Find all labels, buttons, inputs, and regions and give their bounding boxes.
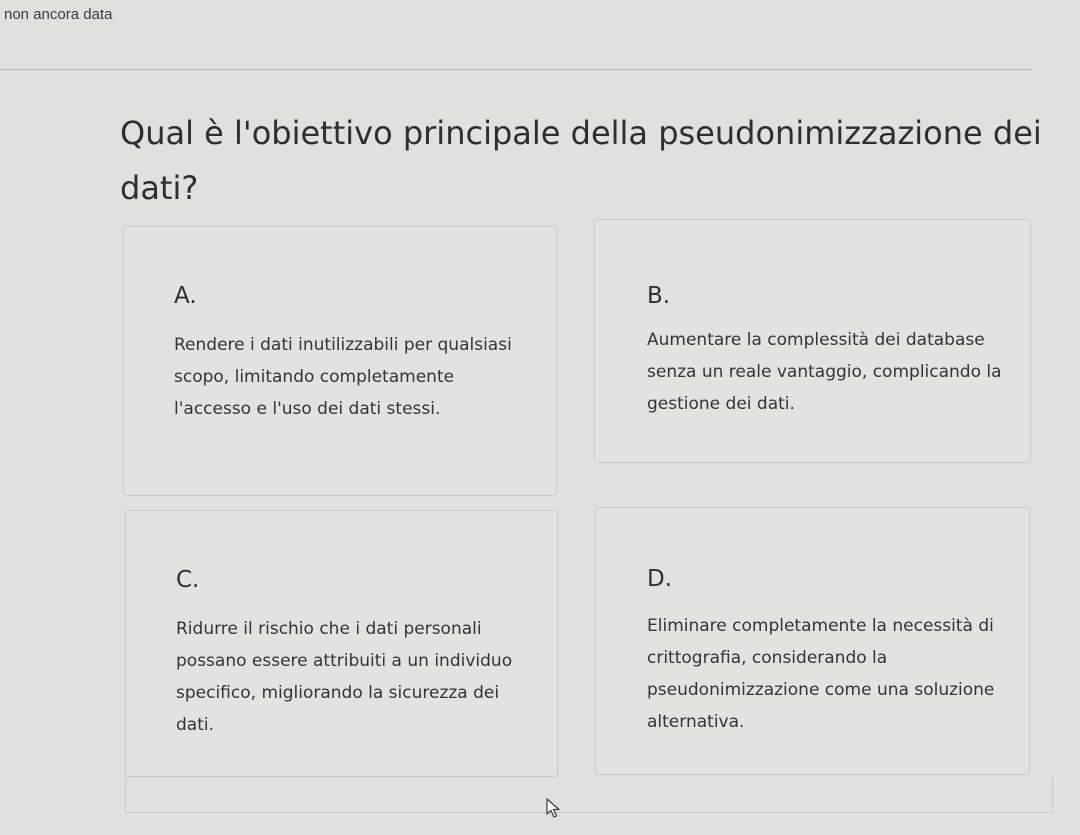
option-a-letter: A.: [174, 283, 197, 309]
question-panel-bottom-border: [125, 777, 1053, 813]
header-divider: [0, 69, 1032, 70]
option-c-text: Ridurre il rischio che i dati personali possano essere attribuiti a un individuo specifico, migliorando la sicurezza dei dati.: [176, 619, 513, 735]
option-d-text: Eliminare completamente la necessità di crittografia, considerando la pseudonimizzazione come una soluzione alternativa.: [647, 616, 995, 732]
option-b-text: Aumentare la complessità dei database senza un reale vantaggio, complicando la gestione dei dati.: [647, 330, 1002, 414]
option-d-card[interactable]: [595, 507, 1030, 775]
option-a-card[interactable]: [123, 226, 557, 496]
option-b-card[interactable]: [594, 219, 1031, 463]
option-a-text: Rendere i dati inutilizzabili per qualsiasi scopo, limitando completamente l'accesso e l'uso dei dati stessi.: [174, 335, 512, 419]
question-text: Qual è l'obiettivo principale della pseudonimizzazione dei dati?: [120, 114, 1042, 207]
option-d-letter: D.: [647, 566, 673, 592]
option-c-letter: C.: [176, 567, 200, 593]
mouse-pointer-icon: [546, 798, 562, 818]
option-c-card[interactable]: [125, 510, 558, 777]
question-status: non ancora data: [4, 6, 113, 23]
option-b-letter: B.: [647, 283, 671, 309]
